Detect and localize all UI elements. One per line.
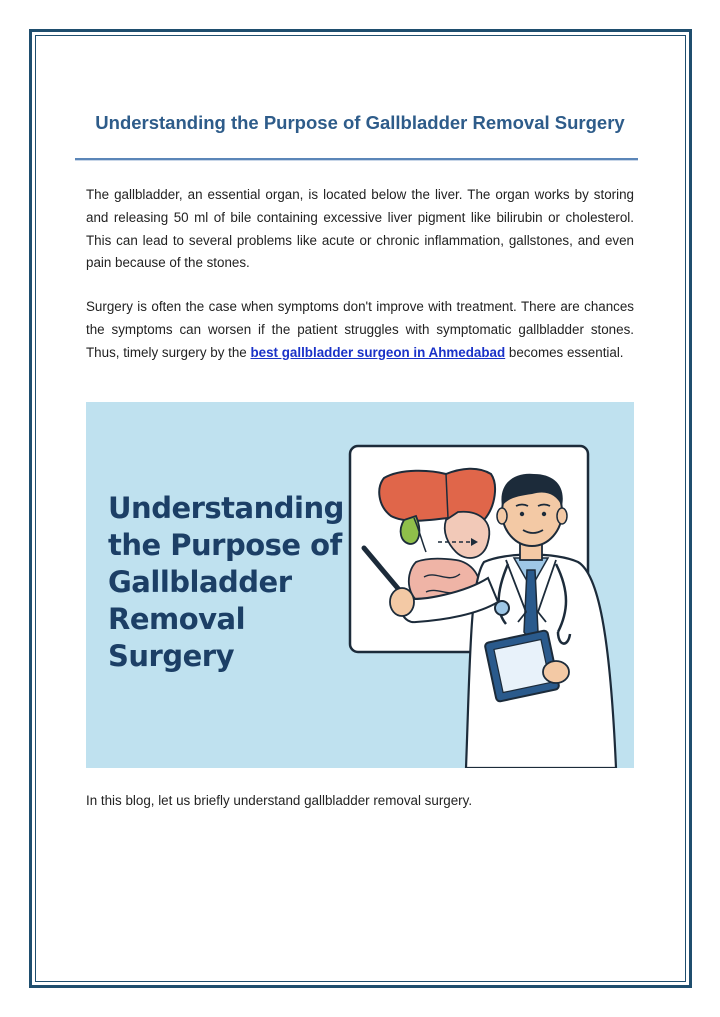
surgery-paragraph-tail: becomes essential. [505,344,624,360]
intro-paragraph: The gallbladder, an essential organ, is located below the liver. The organ works by storing and releasing 50 ml of bile containing excessive liver pigment like bilirubin or cholesterol. This can lead to several problems like acute or chronic inflammation, gallstones, and even pain because of the stones. [86,187,634,271]
hero-heading: Understanding the Purpose of Gallbladder Removal Surgery [108,491,344,673]
surgery-paragraph [86,296,634,364]
hero-banner [86,402,634,768]
document-title: Understanding the Purpose of Gallbladder Removal Surgery [95,112,625,133]
closing-paragraph: In this blog, let us briefly understand gallbladder removal surgery. [86,793,473,808]
doctor-illustration [86,402,634,768]
title-divider [75,158,638,161]
surgeon-link[interactable]: best gallbladder surgeon in Ahmedabad [250,344,506,360]
surgery-paragraph-text: Surgery is often the case when symptoms don't improve with treatment. There are chances the symptoms can worsen if the patient struggles with symptomatic gallbladder stones. Thus, timely surgery by the [86,299,634,360]
